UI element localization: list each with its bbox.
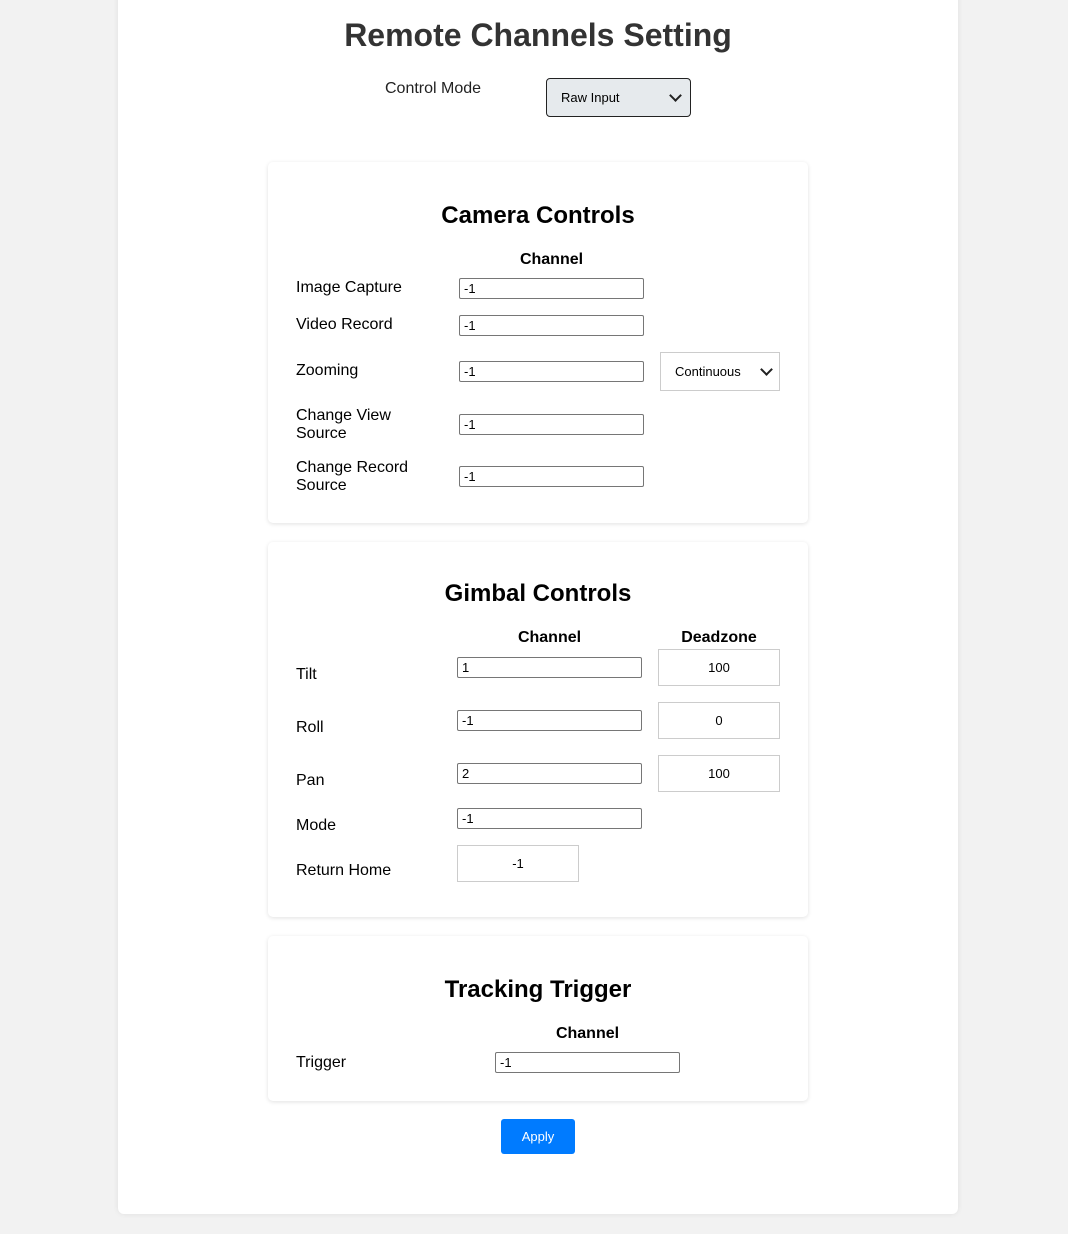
change-record-source-label: Change Record Source [296, 459, 409, 494]
roll-deadzone-input[interactable]: 0 [658, 702, 780, 739]
mode-label: Mode [296, 817, 337, 834]
zooming-mode-select[interactable] [660, 352, 780, 391]
camera-controls-card [268, 162, 808, 523]
camera-channel-header: Channel [519, 251, 584, 268]
zooming-mode-value: Continuous [675, 364, 741, 379]
trigger-channel-input[interactable]: -1 [495, 1052, 680, 1073]
camera-controls-title: Camera Controls [441, 202, 635, 229]
pan-channel-input[interactable]: 2 [457, 763, 642, 784]
control-mode-label: Control Mode [385, 80, 482, 97]
image-capture-label: Image Capture [296, 279, 402, 296]
roll-channel-input[interactable]: -1 [457, 710, 642, 731]
zooming-label: Zooming [296, 362, 359, 379]
return-home-channel-input[interactable]: -1 [457, 845, 579, 882]
tracking-trigger-card [268, 936, 808, 1101]
pan-deadzone-input[interactable]: 100 [658, 755, 780, 792]
roll-label: Roll [296, 719, 324, 736]
pan-label: Pan [296, 772, 325, 789]
chevron-down-icon [669, 89, 682, 102]
tracking-channel-header: Channel [555, 1025, 620, 1042]
video-record-channel-input[interactable]: -1 [459, 315, 644, 336]
change-view-source-channel-input[interactable]: -1 [459, 414, 644, 435]
gimbal-channel-header: Channel [517, 629, 582, 646]
image-capture-channel-input[interactable]: -1 [459, 278, 644, 299]
return-home-label: Return Home [296, 862, 392, 879]
tilt-label: Tilt [296, 666, 317, 683]
tracking-trigger-title: Tracking Trigger [444, 976, 632, 1003]
zooming-channel-input[interactable]: -1 [459, 361, 644, 382]
tilt-channel-input[interactable]: 1 [457, 657, 642, 678]
control-mode-value: Raw Input [561, 90, 620, 105]
chevron-down-icon [760, 363, 773, 376]
tilt-deadzone-input[interactable]: 100 [658, 649, 780, 686]
settings-page [118, 0, 958, 1214]
gimbal-controls-title: Gimbal Controls [444, 580, 632, 607]
apply-button[interactable]: Apply [501, 1119, 575, 1154]
control-mode-select[interactable] [546, 78, 691, 117]
change-view-source-label: Change View Source [296, 407, 391, 442]
trigger-label: Trigger [296, 1054, 347, 1071]
gimbal-controls-card [268, 542, 808, 917]
video-record-label: Video Record [296, 316, 393, 333]
gimbal-deadzone-header: Deadzone [681, 629, 757, 646]
change-record-source-channel-input[interactable]: -1 [459, 466, 644, 487]
page-title: Remote Channels Setting [344, 17, 732, 53]
gimbal-mode-channel-input[interactable]: -1 [457, 808, 642, 829]
